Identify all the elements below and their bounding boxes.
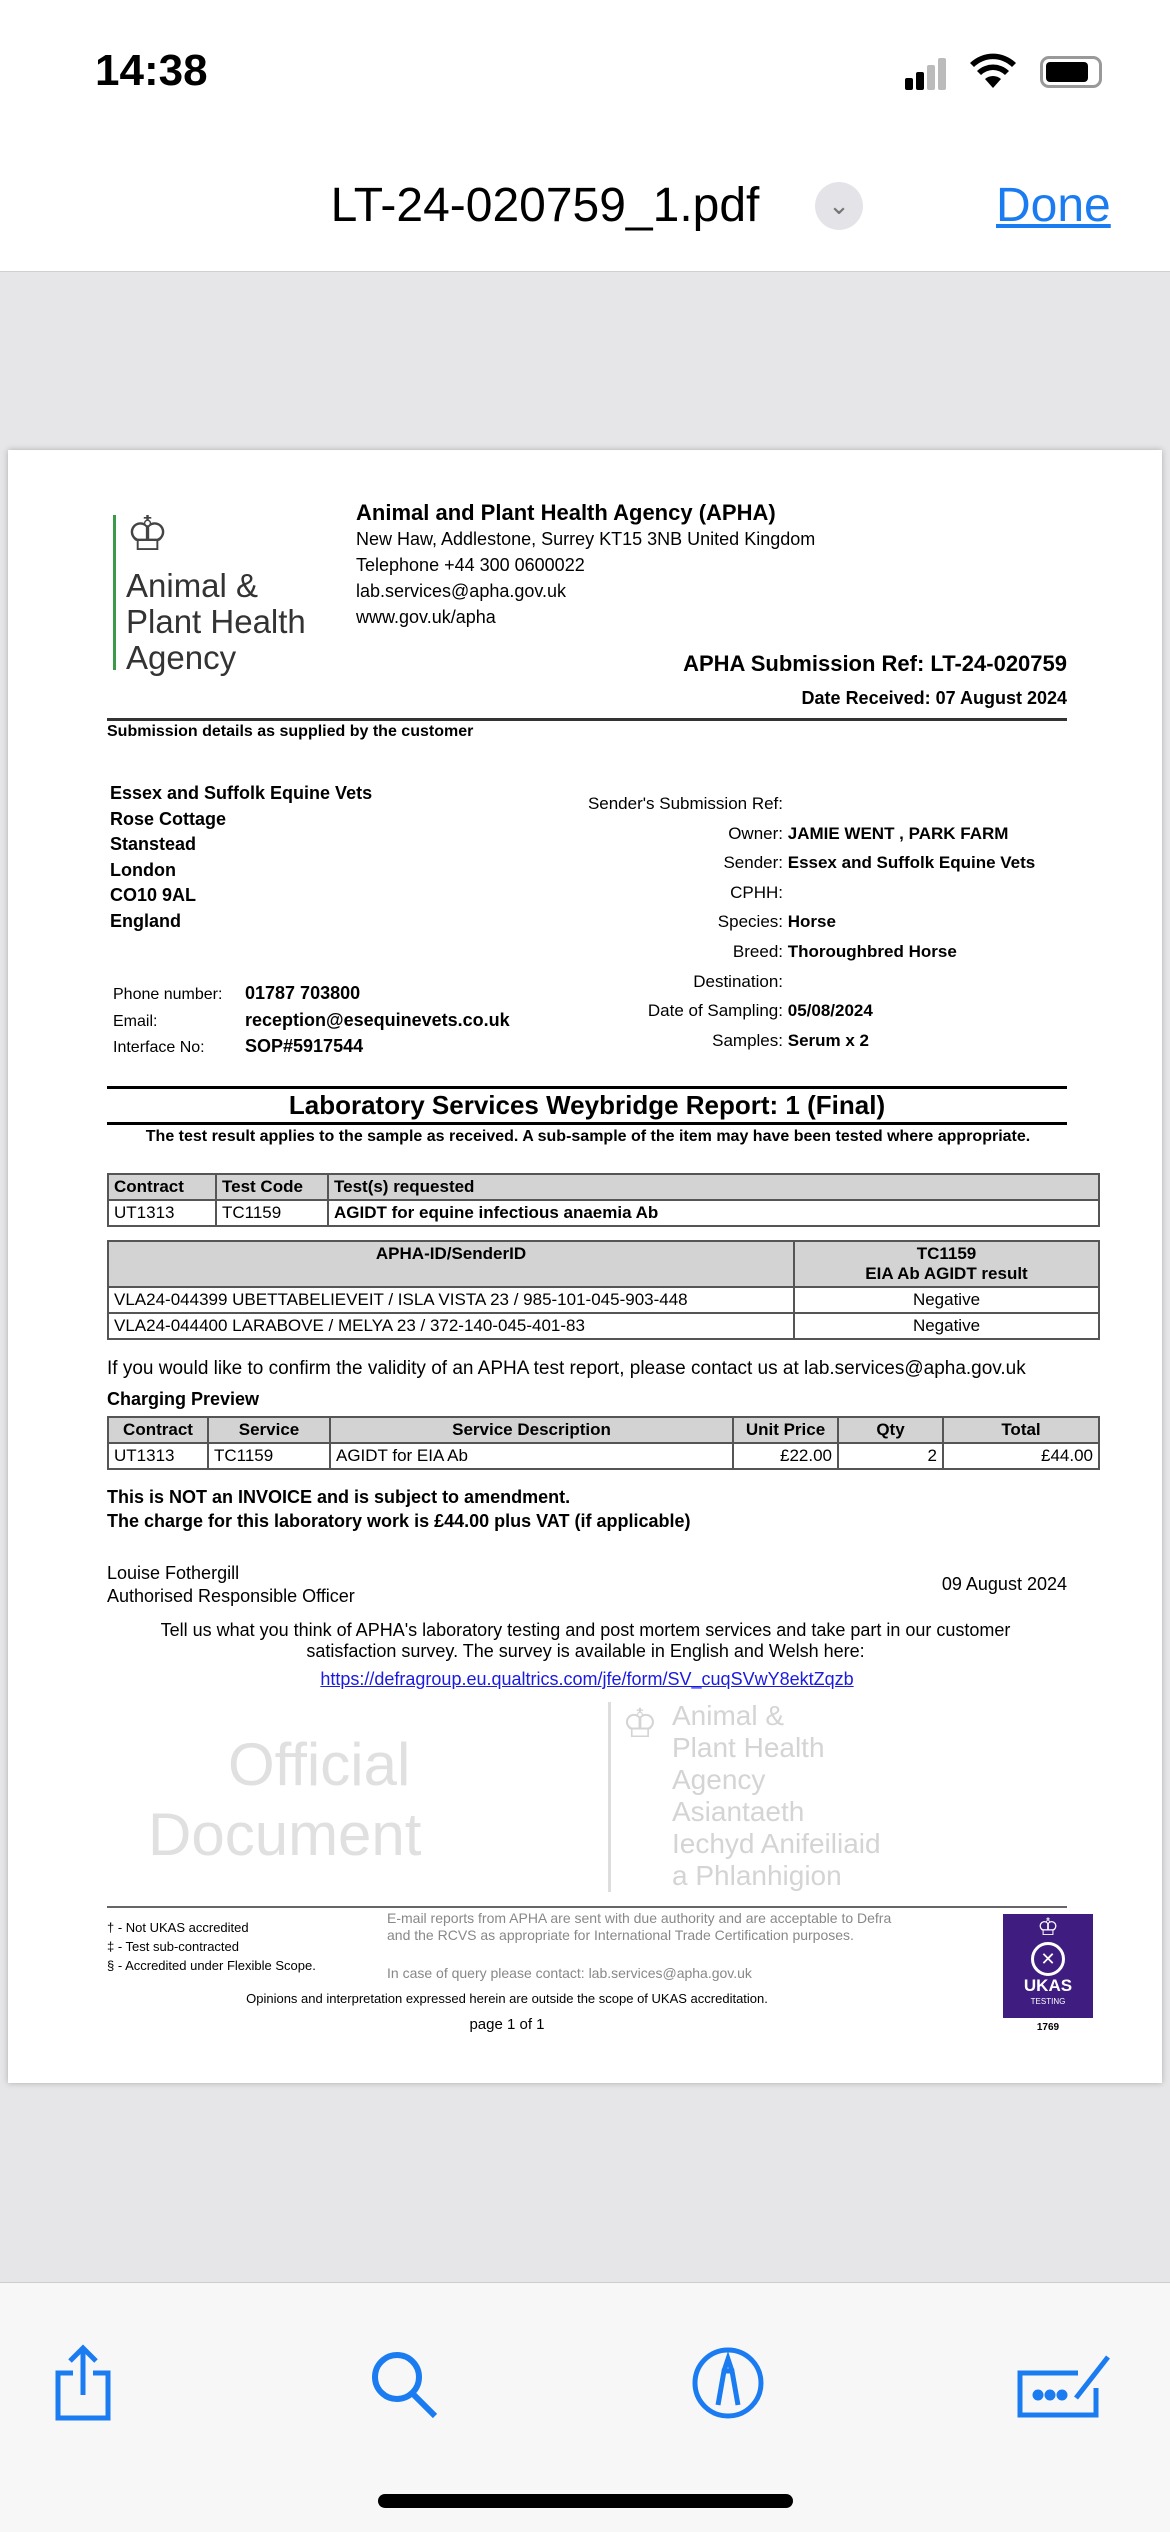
text-fragment: Sender's Submission Ref: bbox=[587, 794, 783, 813]
royal-crest-icon: ♔ bbox=[126, 508, 170, 561]
customer-address bbox=[110, 781, 372, 934]
battery-icon bbox=[1040, 56, 1102, 88]
not-invoice-note: This is NOT an INVOICE and is subject to amendment. bbox=[107, 1487, 571, 1507]
text-fragment: SOP#5917544 bbox=[245, 1036, 364, 1056]
date-received: Date Received: 07 August 2024 bbox=[801, 688, 1067, 708]
text-fragment: 01787 703800 bbox=[245, 983, 361, 1003]
submission-ref: APHA Submission Ref: LT-24-020759 bbox=[683, 651, 1067, 676]
query-note: In case of query please contact: lab.services@apha.gov.uk bbox=[387, 1965, 752, 1981]
text-fragment bbox=[438, 996, 1035, 1026]
text-fragment bbox=[108, 1241, 1099, 1339]
text-fragment: AGIDT for EIA Ab bbox=[330, 1443, 733, 1469]
validity-note: If you would like to confirm the validity of an APHA test report, please contact us at lab.services@apha.gov.uk bbox=[107, 1358, 1026, 1379]
text-fragment: Telephone +44 300 0600022 bbox=[356, 555, 585, 575]
text-fragment: New Haw, Addlestone, Surrey KT15 3NB United Kingdom bbox=[356, 529, 816, 549]
charges-table bbox=[107, 1416, 1100, 1470]
text-fragment bbox=[438, 878, 1035, 908]
text-fragment: Unit Price bbox=[733, 1417, 838, 1443]
watermark-vertical-line bbox=[608, 1702, 611, 1892]
signature-icon[interactable] bbox=[1016, 2343, 1116, 2423]
text-fragment bbox=[438, 907, 1035, 937]
text-fragment: Thoroughbred Horse bbox=[787, 941, 957, 961]
text-fragment: England bbox=[110, 910, 181, 931]
text-fragment: Agency bbox=[126, 639, 237, 676]
text-fragment bbox=[438, 848, 1035, 878]
text-fragment: Destination: bbox=[693, 971, 783, 991]
watermark-text bbox=[672, 1700, 881, 1892]
charge-note: The charge for this laboratory work is £44.00 plus VAT (if applicable) bbox=[107, 1511, 691, 1531]
text-fragment: 2 bbox=[838, 1443, 943, 1469]
text-fragment: § - Accredited under Flexible Scope. bbox=[107, 1958, 316, 1973]
email-note: E-mail reports from APHA are sent with due authority and are acceptable to Defra and the RCVS as appropriate for International Trade Certification purposes. bbox=[387, 1910, 892, 1943]
divider bbox=[107, 1906, 1067, 1908]
text-fragment: ‡ - Test sub-contracted bbox=[107, 1939, 239, 1954]
text-fragment: Interface No: bbox=[113, 1039, 205, 1056]
text-fragment: 05/08/2024 bbox=[787, 1001, 873, 1021]
charging-heading: Charging Preview bbox=[107, 1389, 260, 1409]
status-time: 14:38 bbox=[95, 46, 208, 95]
text-fragment: CPHH: bbox=[730, 882, 783, 902]
table-row bbox=[108, 1313, 1099, 1339]
survey-text: Tell us what you think of APHA's laboratory testing and post mortem services and take part in our customer satisfaction survey. The survey is available in English and Welsh here: bbox=[160, 1620, 1011, 1661]
text-fragment: Service bbox=[208, 1417, 330, 1443]
text-fragment: Animal & bbox=[672, 1700, 785, 1731]
text-fragment: Contract bbox=[108, 1174, 216, 1200]
text-fragment: AGIDT for equine infectious anaemia Ab bbox=[328, 1200, 1099, 1226]
submission-heading: Submission details as supplied by the customer bbox=[107, 723, 474, 740]
text-fragment bbox=[438, 937, 1035, 967]
wifi-icon bbox=[968, 50, 1018, 95]
text-fragment: Official bbox=[228, 1731, 411, 1798]
divider bbox=[107, 718, 1067, 721]
text-fragment: a Phlanhigion bbox=[672, 1860, 842, 1891]
text-fragment: TC1159 bbox=[916, 1244, 977, 1263]
sign-date: 09 August 2024 bbox=[941, 1574, 1067, 1594]
text-fragment: Sender: bbox=[723, 853, 783, 873]
text-fragment: £44.00 bbox=[943, 1443, 1099, 1469]
ukas-tick-icon: ✕ bbox=[1031, 1942, 1065, 1976]
text-fragment bbox=[108, 1174, 1099, 1200]
text-fragment: VLA24-044400 LARABOVE / MELYA 23 / 372-140-045-401-83 bbox=[108, 1313, 794, 1339]
text-fragment bbox=[108, 1417, 1099, 1469]
text-fragment bbox=[438, 967, 1035, 997]
text-fragment: Service Description bbox=[330, 1417, 733, 1443]
survey-link[interactable]: https://defragroup.eu.qualtrics.com/jfe/form/SV_cuqSVwY8ektZqzb bbox=[320, 1669, 854, 1689]
text-fragment: Asiantaeth bbox=[672, 1796, 805, 1827]
text-fragment: Breed: bbox=[732, 941, 783, 961]
text-fragment bbox=[438, 819, 1035, 849]
text-fragment: Plant Health bbox=[126, 603, 306, 640]
text-fragment bbox=[794, 1241, 1099, 1287]
text-fragment: Email: bbox=[113, 1012, 158, 1030]
markup-icon[interactable] bbox=[688, 2343, 768, 2423]
text-fragment: Test Code bbox=[216, 1174, 328, 1200]
text-fragment bbox=[108, 1417, 1099, 1443]
text-fragment: CO10 9AL bbox=[110, 885, 197, 905]
text-fragment: lab.services@apha.gov.uk bbox=[356, 581, 567, 601]
text-fragment bbox=[108, 1174, 1099, 1226]
text-fragment: UT1313 bbox=[108, 1443, 208, 1469]
text-fragment: Species: bbox=[717, 912, 783, 932]
text-fragment: JAMIE WENT , PARK FARM bbox=[787, 823, 1009, 843]
table-row bbox=[108, 1287, 1099, 1313]
watermark-crest-icon: ♔ bbox=[622, 1702, 658, 1746]
text-fragment: Total bbox=[943, 1417, 1099, 1443]
text-fragment: VLA24-044399 UBETTABELIEVEIT / ISLA VISTA 23 / 985-101-045-903-448 bbox=[108, 1287, 794, 1313]
ukas-logo bbox=[1003, 1914, 1093, 2018]
divider bbox=[107, 1122, 1067, 1125]
signal-icon bbox=[905, 58, 945, 90]
chevron-down-icon[interactable]: ⌄ bbox=[815, 182, 863, 230]
text-fragment: Essex and Suffolk Equine Vets bbox=[787, 853, 1036, 873]
nav-header bbox=[0, 0, 1170, 272]
text-fragment bbox=[108, 1241, 1099, 1287]
signer-name: Louise Fothergill bbox=[107, 1563, 240, 1583]
agency-block bbox=[356, 500, 815, 630]
text-fragment: Iechyd Anifeiliaid bbox=[672, 1828, 881, 1859]
text-fragment: Date of Sampling: bbox=[647, 1001, 783, 1021]
table-row bbox=[108, 1443, 1099, 1469]
text-fragment: Owner: bbox=[728, 823, 783, 843]
crown-icon: ♔ bbox=[1037, 1914, 1059, 1941]
text-fragment: Stanstead bbox=[110, 834, 197, 854]
signer-role: Authorised Responsible Officer bbox=[107, 1586, 355, 1606]
text-fragment: Plant Health bbox=[672, 1732, 825, 1763]
text-fragment: APHA-ID/SenderID bbox=[108, 1241, 794, 1287]
text-fragment: Essex and Suffolk Equine Vets bbox=[110, 783, 373, 803]
footnotes bbox=[107, 1918, 316, 1975]
text-fragment bbox=[438, 789, 1035, 819]
text-fragment: TC1159 bbox=[208, 1443, 330, 1469]
text-fragment: Rose Cottage bbox=[110, 808, 227, 829]
text-fragment: Samples: bbox=[712, 1030, 783, 1050]
text-fragment: Test(s) requested bbox=[328, 1174, 1099, 1200]
text-fragment: TESTING bbox=[1030, 1997, 1066, 2006]
search-icon[interactable] bbox=[365, 2343, 445, 2423]
text-fragment: UKAS bbox=[1023, 1976, 1073, 1995]
text-fragment: Horse bbox=[787, 912, 836, 932]
agency-logo-text bbox=[126, 568, 306, 676]
text-fragment: Negative bbox=[794, 1287, 1099, 1313]
text-fragment: Animal & bbox=[126, 567, 259, 604]
share-icon[interactable] bbox=[43, 2343, 123, 2423]
text-fragment: Serum x 2 bbox=[787, 1030, 869, 1050]
disclaimer: The test result applies to the sample as received. A sub-sample of the item may have been tested where appropriate. bbox=[145, 1128, 1031, 1145]
text-fragment: † - Not UKAS accredited bbox=[107, 1920, 249, 1935]
text-fragment: Document bbox=[148, 1801, 422, 1868]
text-fragment: EIA Ab AGIDT result bbox=[865, 1264, 1028, 1283]
text-fragment: Agency bbox=[672, 1764, 766, 1795]
text-fragment: Animal and Plant Health Agency (APHA) bbox=[356, 500, 776, 525]
text-fragment: reception@esequinevets.co.uk bbox=[245, 1009, 510, 1030]
text-fragment: London bbox=[110, 859, 176, 880]
text-fragment bbox=[438, 1026, 1035, 1056]
submission-details bbox=[438, 789, 1035, 1055]
tests-table bbox=[107, 1173, 1100, 1227]
text-fragment: £22.00 bbox=[733, 1443, 838, 1469]
text-fragment: UT1313 bbox=[108, 1200, 216, 1226]
diagonal-watermark bbox=[148, 1730, 421, 1870]
ukas-number: 1769 bbox=[1036, 2022, 1060, 2033]
table-row bbox=[108, 1200, 1099, 1226]
text-fragment: Qty bbox=[838, 1417, 943, 1443]
results-table bbox=[107, 1240, 1100, 1340]
text-fragment: Negative bbox=[794, 1313, 1099, 1339]
document-title[interactable]: LT-24-020759_1.pdf bbox=[330, 179, 760, 232]
text-fragment: Contract bbox=[108, 1417, 208, 1443]
divider bbox=[107, 1086, 1067, 1089]
report-title: Laboratory Services Weybridge Report: 1 (Final) bbox=[288, 1090, 886, 1120]
ukas-opinion-note: Opinions and interpretation expressed herein are outside the scope of UKAS accreditation. bbox=[246, 1991, 768, 2006]
home-indicator[interactable] bbox=[378, 2494, 793, 2508]
text-fragment: www.gov.uk/apha bbox=[356, 607, 496, 627]
logo-bar bbox=[113, 515, 116, 670]
text-fragment: Phone number: bbox=[113, 986, 223, 1003]
pdf-page bbox=[8, 450, 1162, 2083]
page-number: page 1 of 1 bbox=[469, 2016, 545, 2033]
text-fragment: TC1159 bbox=[216, 1200, 328, 1226]
done-button[interactable]: Done bbox=[996, 179, 1111, 232]
